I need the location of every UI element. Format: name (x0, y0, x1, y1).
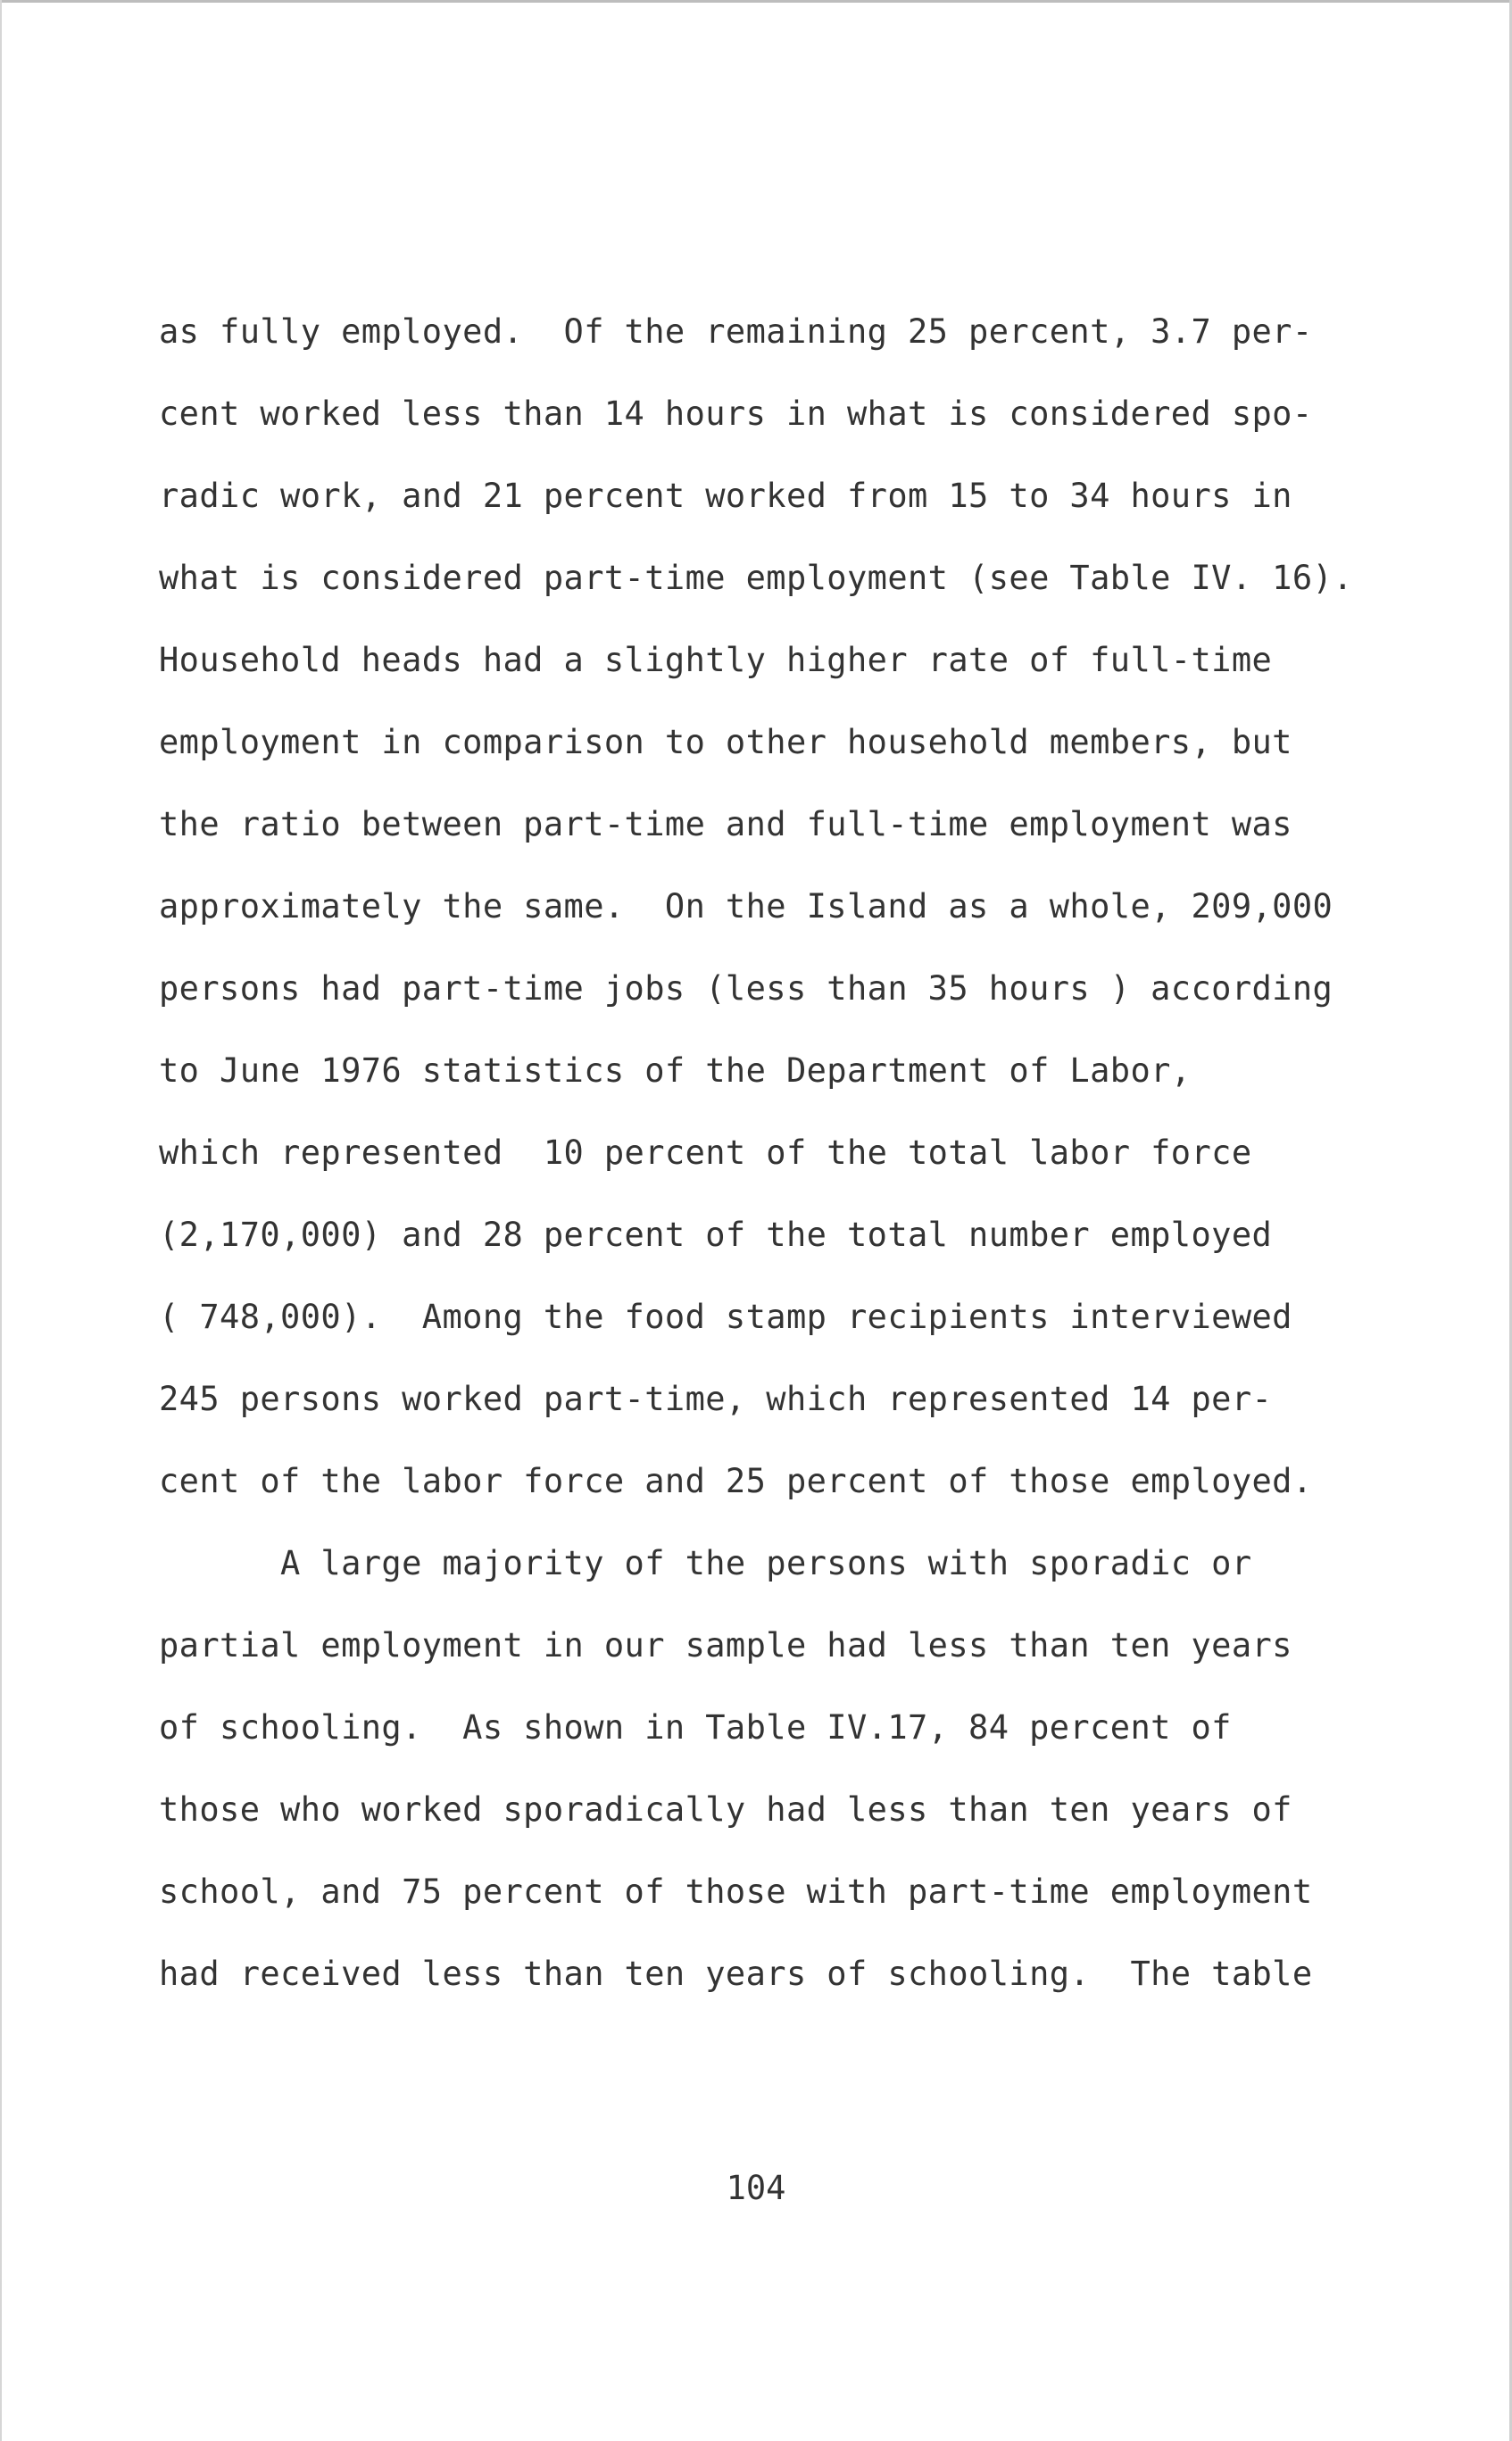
text-line: Household heads had a slightly higher rate of full-time (159, 641, 1273, 679)
text-line: partial employment in our sample had less than ten years (159, 1626, 1292, 1665)
text-line: of schooling. As shown in Table IV.17, 84 percent of (159, 1708, 1232, 1747)
text-line: those who worked sporadically had less than ten years of (159, 1790, 1292, 1829)
text-line: as fully employed. Of the remaining 25 percent, 3.7 per- (159, 312, 1313, 351)
text-line: to June 1976 statistics of the Department of Labor, (159, 1051, 1192, 1090)
text-line: what is considered part-time employment (see Table IV. 16). (159, 559, 1353, 597)
text-line: school, and 75 percent of those with part-time employment (159, 1872, 1313, 1911)
text-line: approximately the same. On the Island as a whole, 209,000 (159, 887, 1333, 926)
page-top-edge (0, 0, 1512, 3)
text-line: employment in comparison to other household members, but (159, 723, 1292, 761)
text-line: cent worked less than 14 hours in what is considered spo- (159, 394, 1313, 433)
text-line: had received less than ten years of schooling. The table (159, 1955, 1313, 1993)
body-text (159, 303, 1408, 2028)
text-line: A large majority of the persons with sporadic or (159, 1544, 1252, 1582)
text-line: radic work, and 21 percent worked from 15 to 34 hours in (159, 477, 1292, 515)
text-line: which represented 10 percent of the total labor force (159, 1133, 1252, 1172)
page-left-edge (0, 0, 2, 2441)
text-line: 245 persons worked part-time, which represented 14 per- (159, 1380, 1273, 1418)
text-line: the ratio between part-time and full-time employment was (159, 805, 1292, 843)
text-line: cent of the labor force and 25 percent of those employed. (159, 1462, 1313, 1500)
page-number: 104 (726, 2169, 786, 2207)
text-line: (2,170,000) and 28 percent of the total number employed (159, 1216, 1273, 1254)
text-line: persons had part-time jobs (less than 35 hours ) according (159, 969, 1333, 1008)
text-line: ( 748,000). Among the food stamp recipients interviewed (159, 1298, 1292, 1336)
